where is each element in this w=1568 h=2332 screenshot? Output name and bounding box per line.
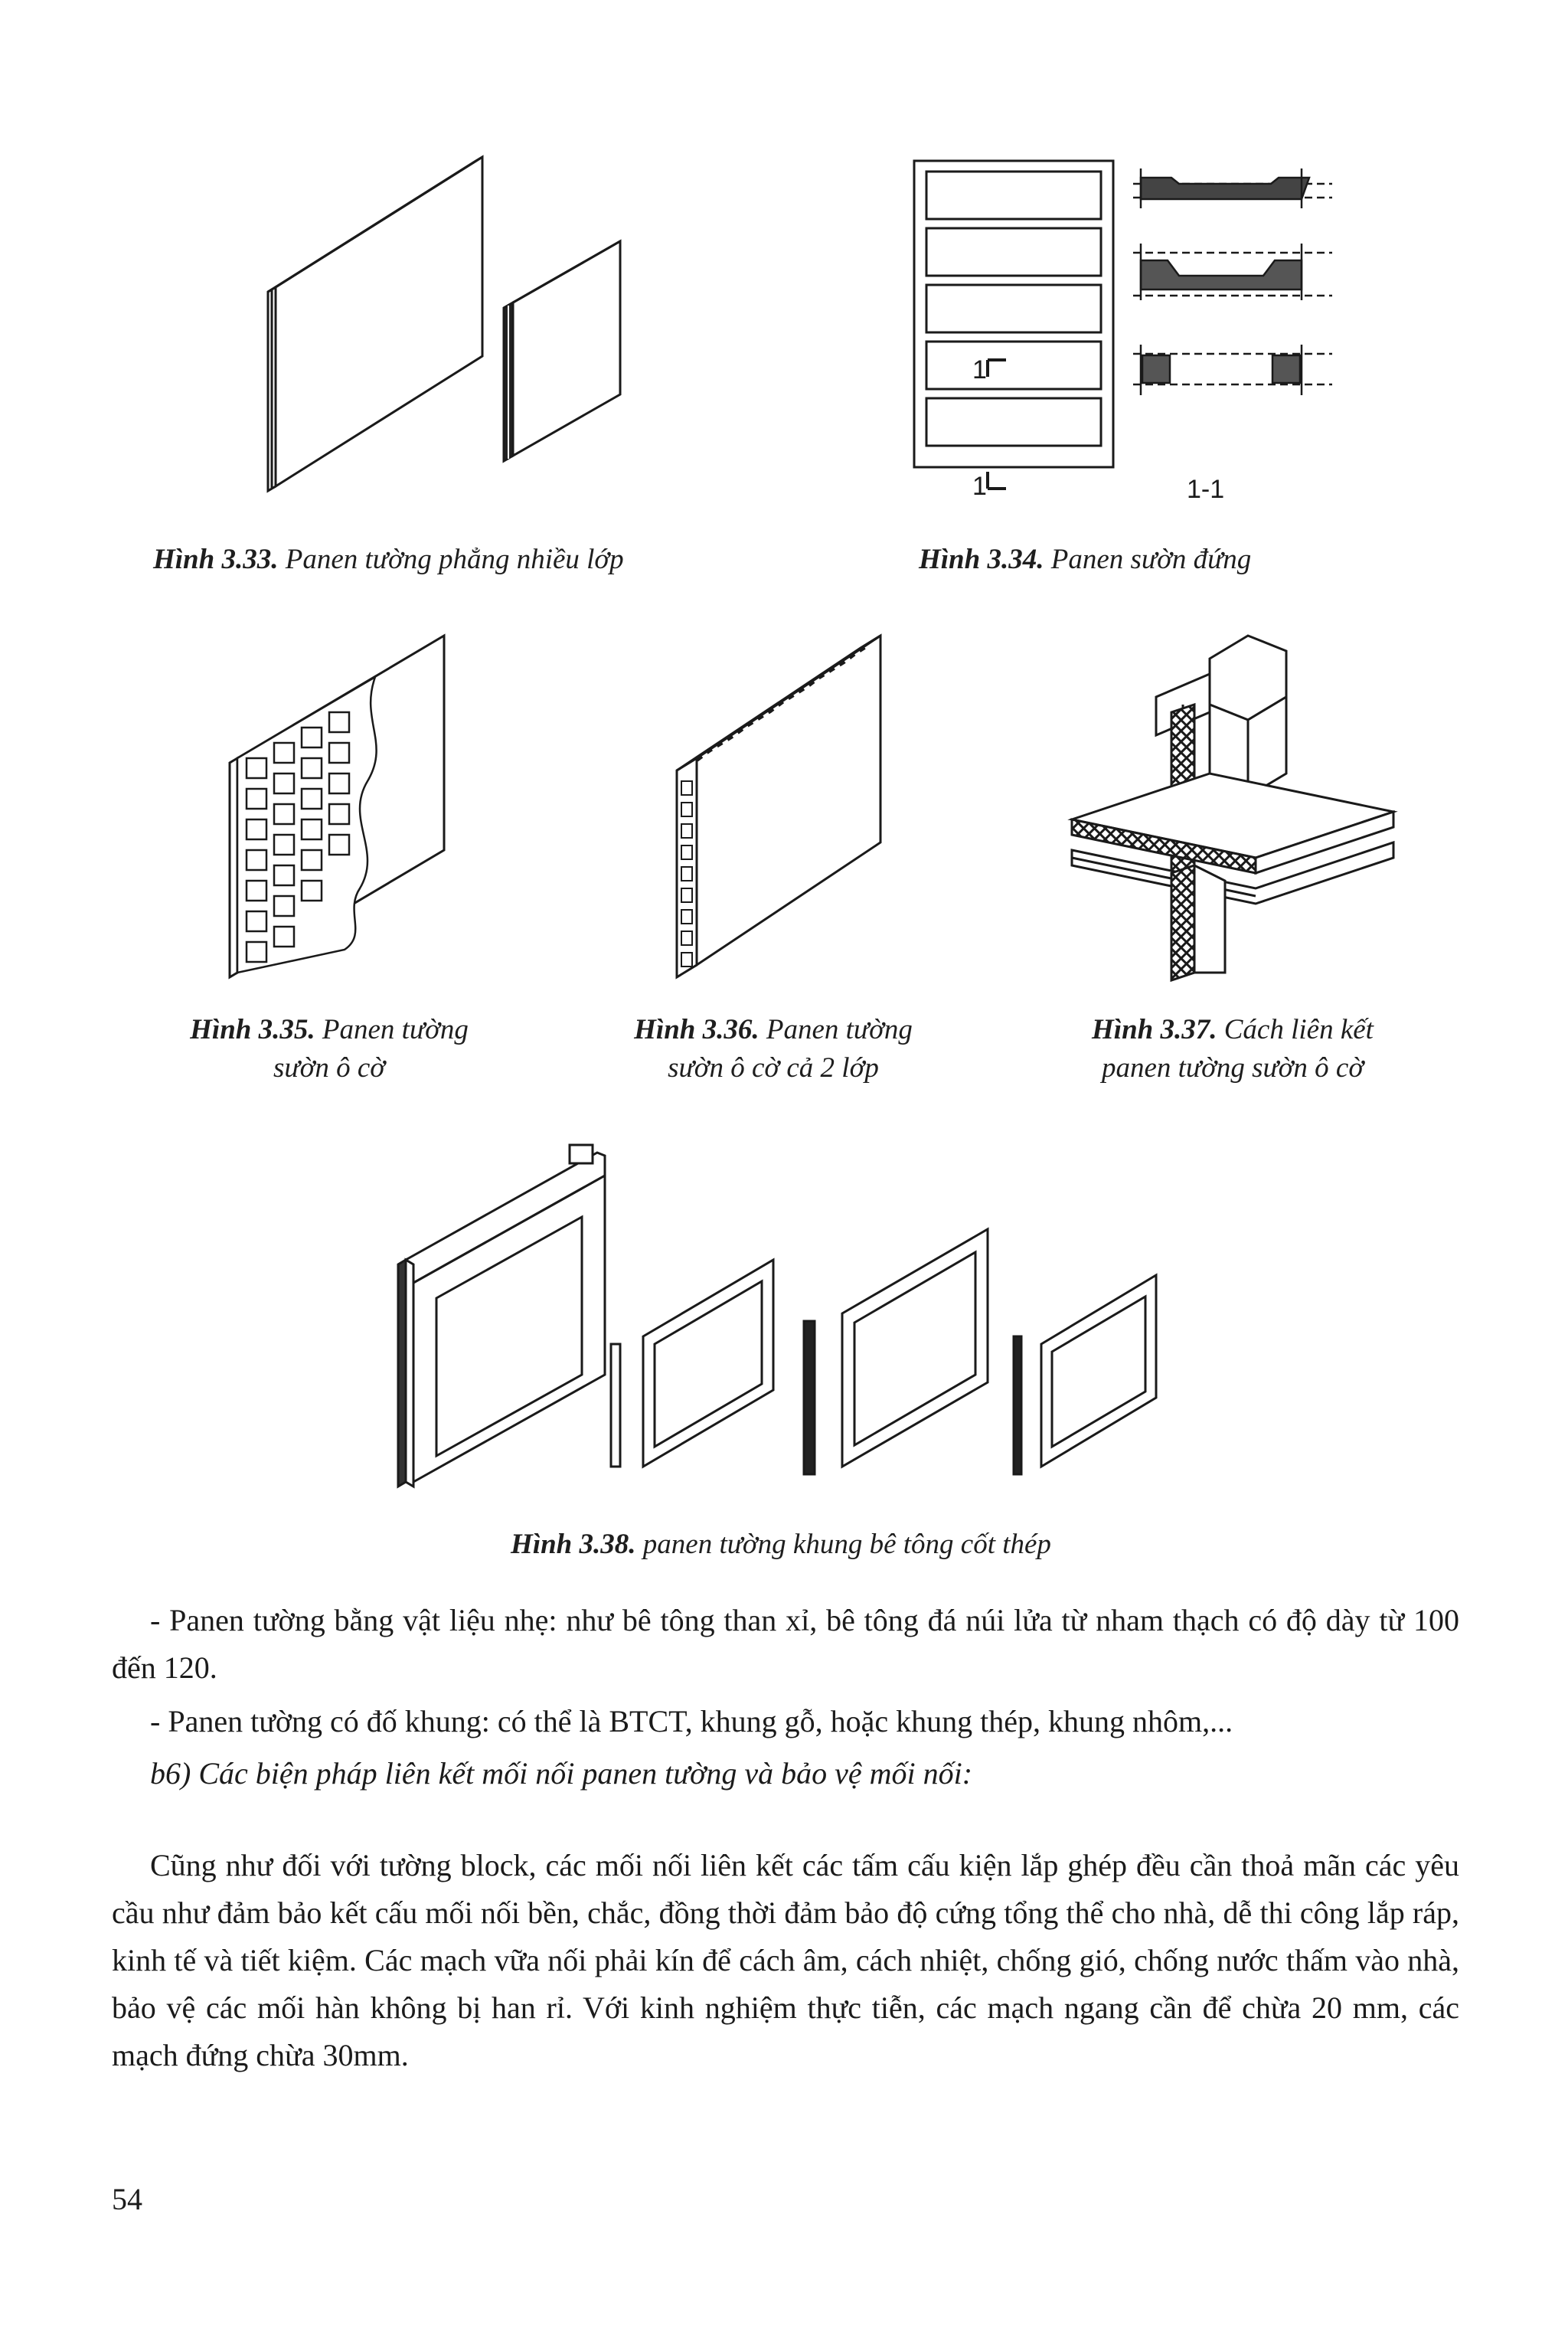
section-title-label: 1-1 [1187,475,1225,504]
section-mark-bottom-label: 1 [972,472,987,501]
figure-3-33-caption [153,541,766,579]
figure-3-37-drawing [1057,628,1409,980]
figure-3-35-line-1 [153,1011,505,1049]
page-number: 54 [112,2182,142,2216]
figure-3-36-title-1: Panen tường [766,1014,913,1045]
figure-3-37-title-2: panen tường sườn ô cờ [1101,1052,1364,1084]
paragraph-frame-panel: - Panen tường có đố khung: có thể là BTCT, khung gỗ, hoặc khung thép, khung nhôm,... [150,1704,1233,1738]
figure-3-37-number: Hình 3.37. [1092,1014,1217,1045]
figure-3-36-drawing [651,628,896,980]
figure-3-38-number: Hình 3.38. [511,1529,636,1560]
figure-3-37-caption [1018,1011,1447,1088]
figure-3-36-title-2: sườn ô cờ cả 2 lớp [668,1052,879,1084]
subsection-heading-b6: b6) Các biện pháp liên kết mối nối panen tường và bảo vệ mối nối: [150,1756,973,1791]
figure-3-33-number: Hình 3.33. [153,544,279,575]
figure-3-34-title: Panen sườn đứng [1050,544,1252,575]
figure-3-34-caption [919,541,1455,579]
figure-3-36-line-1 [590,1011,957,1049]
figure-3-33-title: Panen tường phẳng nhiều lớp [285,544,624,575]
figure-3-33-drawing [260,149,658,502]
figure-3-38-caption [322,1526,1240,1564]
figure-3-36-caption [590,1011,957,1088]
figure-3-36-number: Hình 3.36. [634,1014,760,1045]
figure-3-34-number: Hình 3.34. [919,544,1044,575]
figure-3-35-title-1: Panen tường [322,1014,469,1045]
paragraph-joint-requirements: Cũng như đối với tường block, các mối nối liên kết các tấm cấu kiện lắp ghép đều cần thoả mãn các yêu cầu như đảm bảo kết cấu mối nối bền, chắc, đồng thời đảm bảo độ cứng tổng thể cho nhà, dễ thi công lắp ráp, kinh tế và tiết kiệm. Các mạch vữa nối phải kín để cách âm, cách nhiệt, chống gió, chống nước thấm vào nhà, bảo vệ các mối hàn không bị han rỉ. Với kinh nghiệm thực tiễn, các mạch ngang cần để chừa 20 mm, các mạch đứng chừa 30mm. [112,1848,1459,2072]
figure-3-34-drawing [911,153,1348,490]
figure-3-37-title-1: Cách liên kết [1223,1014,1374,1045]
figure-3-35-caption [153,1011,505,1088]
figure-3-38-drawing [390,1145,1202,1505]
figure-3-35-number: Hình 3.35. [190,1014,315,1045]
figure-3-37-line-1 [1018,1011,1447,1049]
figure-3-35-drawing [214,628,467,980]
section-mark-top-label: 1 [972,355,987,384]
figure-3-35-title-2: sườn ô cờ [273,1052,385,1084]
paragraph-light-material: - Panen tường bằng vật liệu nhẹ: như bê tông than xỉ, bê tông đá núi lửa từ nham thạch có độ dày từ 100 đến 120. [112,1603,1459,1685]
figure-3-38-title: panen tường khung bê tông cốt thép [642,1529,1051,1560]
